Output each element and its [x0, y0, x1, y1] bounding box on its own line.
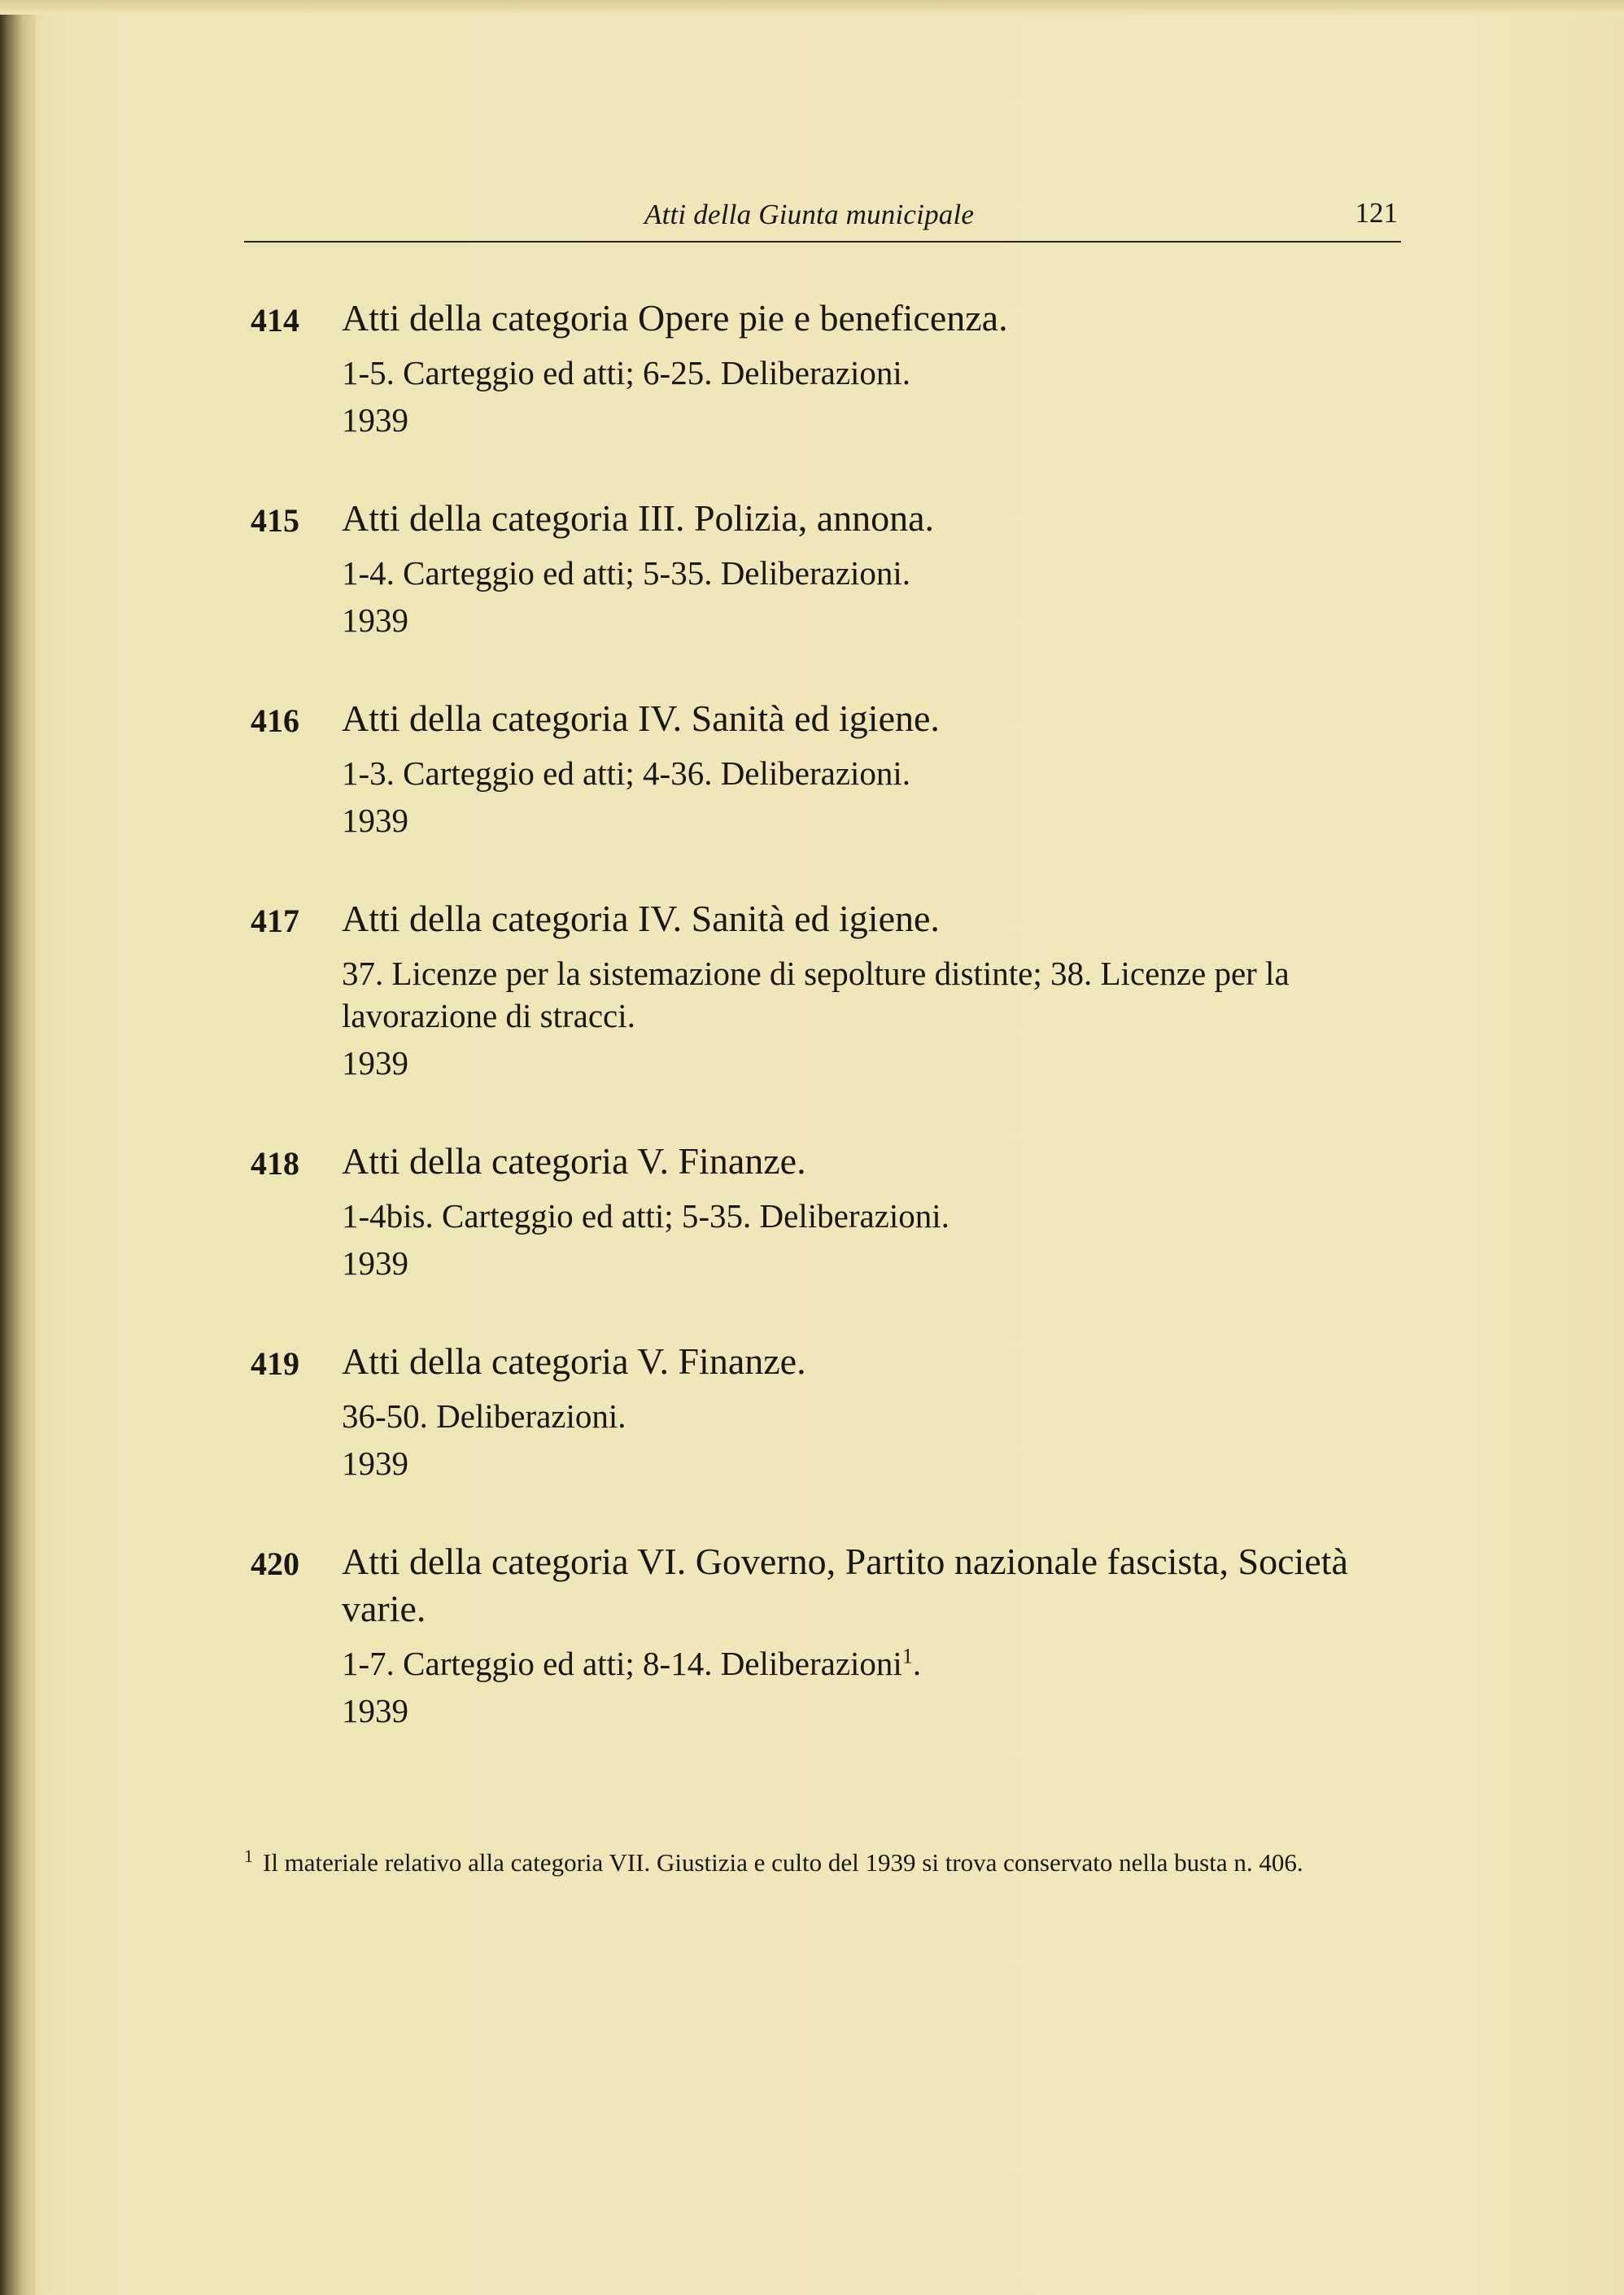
footnote-reference: 1	[901, 1644, 913, 1668]
entry-415	[244, 495, 1416, 641]
entry-description: 37. Licenze per la sistemazione di sepolture distinte; 38. Licenze per la lavorazione di stracci.	[342, 955, 1290, 1034]
entry-title: Atti della categoria Opere pie e beneficenza.	[342, 297, 1008, 339]
running-header	[244, 192, 1401, 243]
entry-description: 1-4. Carteggio ed atti; 5-35. Deliberazioni.	[342, 554, 911, 592]
entry-number: 418	[251, 1145, 299, 1182]
entry-description: 36-50. Deliberazioni.	[342, 1397, 626, 1435]
entry-year: 1939	[342, 401, 408, 439]
entry-body	[342, 295, 1408, 441]
entry-title: Atti della categoria V. Finanze.	[342, 1140, 806, 1182]
entry-year: 1939	[342, 1044, 408, 1082]
entry-body	[342, 1138, 1408, 1284]
entry-title: Atti della categoria III. Polizia, annona.	[342, 497, 935, 539]
entry-420	[244, 1538, 1416, 1732]
entry-list	[244, 295, 1416, 1786]
entry-description: 1-5. Carteggio ed atti; 6-25. Deliberazioni.	[342, 354, 911, 391]
page-number: 121	[1355, 197, 1398, 229]
running-title: Atti della Giunta municipale	[644, 199, 975, 230]
footnote-mark: 1	[244, 1845, 253, 1866]
entry-418	[244, 1138, 1416, 1284]
footnote	[244, 1846, 1416, 1880]
page-top-edge	[0, 0, 1624, 15]
entry-year: 1939	[342, 601, 408, 639]
entry-416	[244, 695, 1416, 842]
book-spine-shadow	[0, 0, 36, 2295]
entry-title: Atti della categoria V. Finanze.	[342, 1340, 806, 1382]
entry-number: 419	[251, 1345, 299, 1382]
entry-body	[342, 695, 1408, 842]
entry-title: Atti della categoria IV. Sanità ed igiene.	[342, 898, 940, 939]
entry-year: 1939	[342, 1244, 408, 1282]
entry-body	[342, 1538, 1408, 1732]
entry-title: Atti della categoria IV. Sanità ed igiene.	[342, 697, 940, 739]
entry-414	[244, 295, 1416, 441]
entry-419	[244, 1338, 1416, 1484]
entry-description: 1-4bis. Carteggio ed atti; 5-35. Deliberazioni.	[342, 1197, 950, 1235]
entry-title: Atti della categoria VI. Governo, Partito nazionale fascista, Società varie.	[342, 1541, 1348, 1629]
entry-description: 1-3. Carteggio ed atti; 4-36. Deliberazioni.	[342, 754, 911, 792]
entry-description-text: 1-7. Carteggio ed atti; 8-14. Deliberazioni	[342, 1645, 902, 1682]
entry-year: 1939	[342, 802, 408, 839]
entry-body	[342, 1338, 1408, 1484]
entry-description	[342, 1642, 1408, 1685]
entry-number: 416	[251, 702, 299, 739]
entry-number: 414	[251, 302, 299, 339]
entry-year: 1939	[342, 1445, 408, 1482]
entry-417	[244, 895, 1416, 1084]
entry-body	[342, 895, 1408, 1084]
entry-number: 417	[251, 903, 299, 939]
entry-number: 415	[251, 502, 299, 539]
entry-number: 420	[251, 1545, 299, 1582]
entry-year: 1939	[342, 1692, 408, 1729]
footnote-text: Il materiale relativo alla categoria VII. Giustizia e culto del 1939 si trova conservato nella busta n. 406.	[263, 1848, 1303, 1877]
entry-description-end: .	[912, 1645, 922, 1682]
entry-body	[342, 495, 1408, 641]
